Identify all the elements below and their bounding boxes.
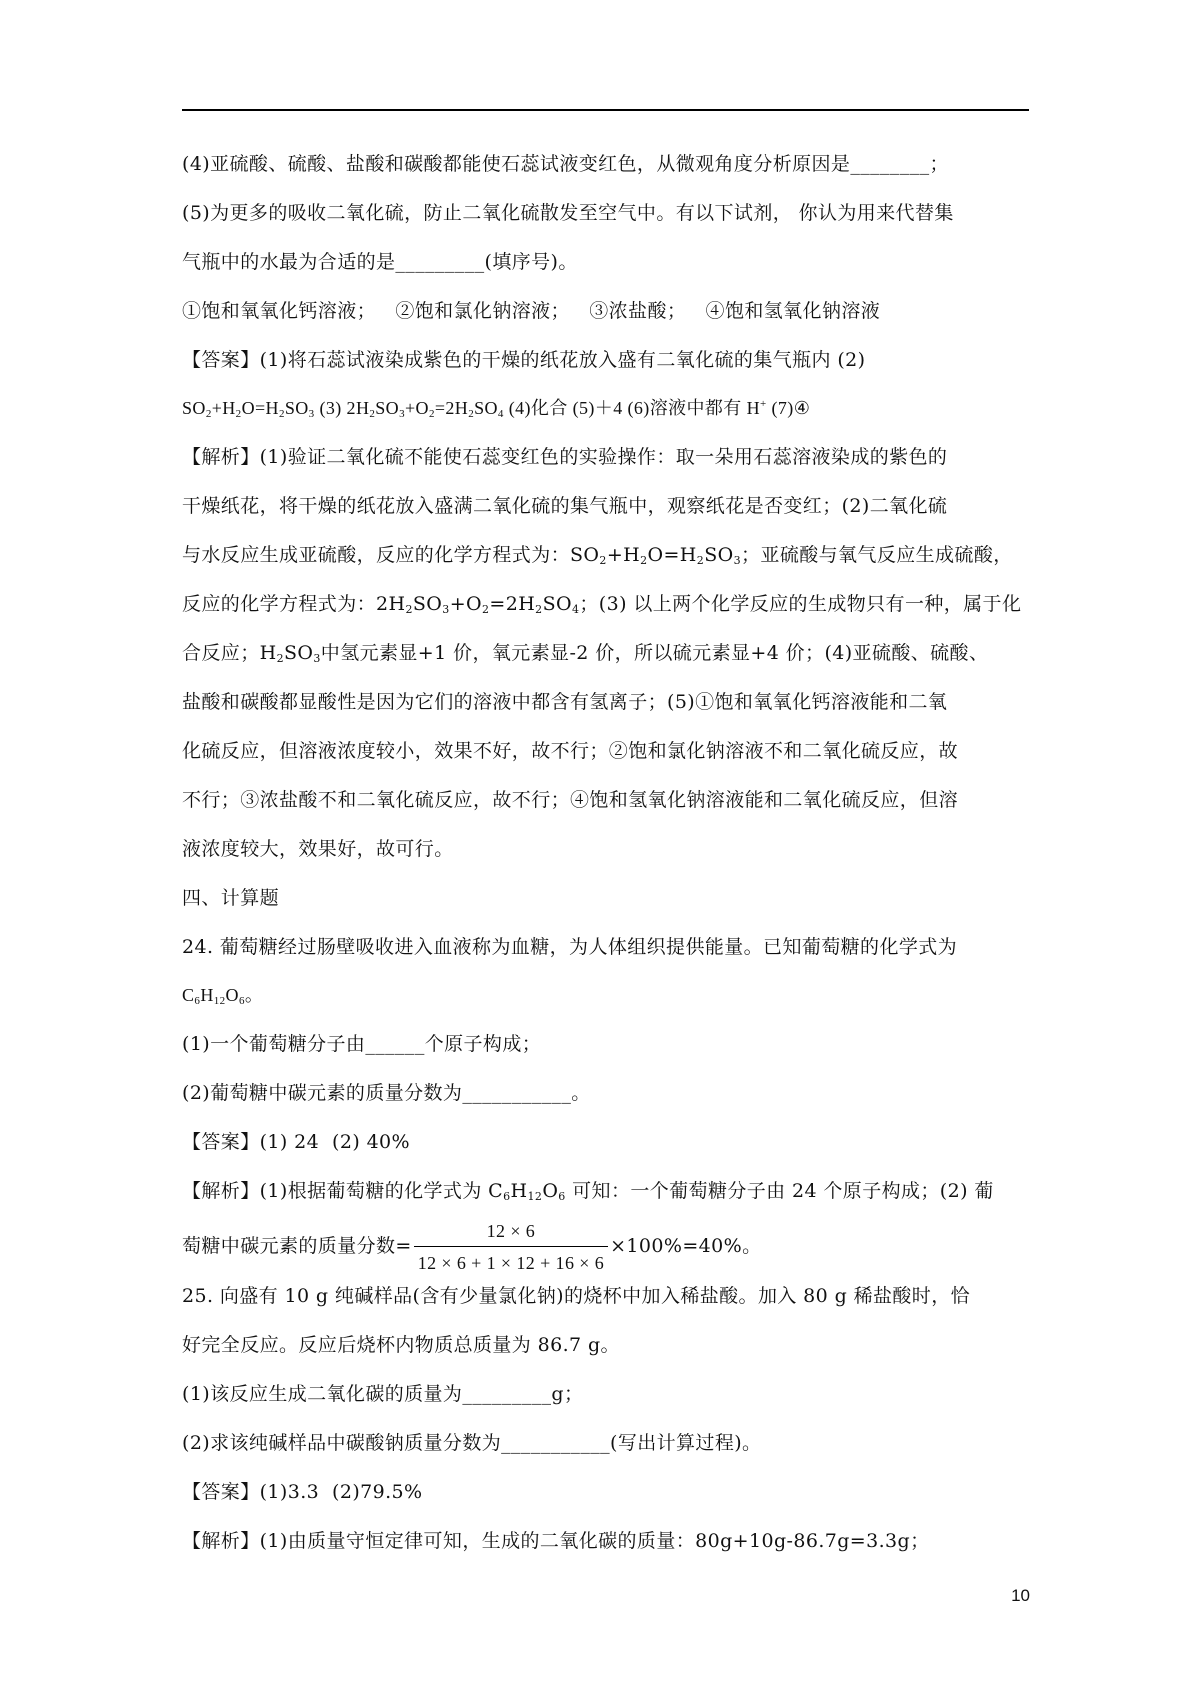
analysis-25: 【解析】(1)由质量守恒定律可知，生成的二氧化碳的质量：80g+10g-86.7g=3.3g；	[182, 1530, 930, 1552]
question-24-formula: $C_6H_{12}O_6$。	[182, 985, 264, 1007]
analysis-23-line-6: 盐酸和碳酸都显酸性是因为它们的溶液中都含有氢离子；(5)①饱和氧氧化钙溶液能和二氧	[182, 691, 948, 713]
analysis-23-line-3: 与水反应生成亚硫酸，反应的化学方程式为：$SO_2+H_2O=H_2SO_3$；亚硫酸与氧气反应生成硫酸，	[182, 544, 1013, 567]
analysis-label: 【解析】	[182, 446, 260, 468]
fraction-numerator: 12 × 6	[414, 1218, 608, 1247]
analysis-23-line-8: 不行；③浓盐酸不和二氧化硫反应，故不行；④饱和氢氧化钠溶液能和二氧化硫反应，但溶	[182, 789, 959, 811]
question-24-part-1: (1)一个葡萄糖分子由______个原子构成；	[182, 1033, 542, 1055]
question-24-part-2: (2)葡萄糖中碳元素的质量分数为___________。	[182, 1082, 591, 1104]
question-25-part-2: (2)求该纯碱样品中碳酸钠质量分数为___________(写出计算过程)。	[182, 1432, 762, 1454]
answer-24: 【答案】(1) 24 (2) 40%	[182, 1131, 411, 1153]
question-25-part-1: (1)该反应生成二氧化碳的质量为_________g；	[182, 1383, 584, 1405]
analysis-23-line-1: 【解析】(1)验证二氧化硫不能使石蕊变红色的实验操作：取一朵用石蕊溶液染成的紫色的	[182, 446, 948, 468]
header-rule	[182, 109, 1029, 111]
answer-23-line-2: $SO_2+H_2O=H_2SO_3$ (3) $2H_2SO_3+O_2=2H_2SO_4$ (4)化合 (5)＋4 (6)溶液中都有 H+ (7)④	[182, 398, 811, 420]
answer-label: 【答案】	[182, 349, 260, 371]
analysis-label: 【解析】	[182, 1530, 260, 1552]
question-4: (4)亚硫酸、硫酸、盐酸和碳酸都能使石蕊试液变红色，从微观角度分析原因是________；	[182, 153, 949, 175]
answer-label: 【答案】	[182, 1481, 260, 1503]
analysis-23-line-4: 反应的化学方程式为：$2H_2SO_3+O_2=2H_2SO_4$；(3) 以上两个化学反应的生成物只有一种，属于化	[182, 593, 1022, 616]
question-25-line-1: 25. 向盛有 10 g 纯碱样品(含有少量氯化钠)的烧杯中加入稀盐酸。加入 80 g 稀盐酸时，恰	[182, 1285, 970, 1307]
analysis-23-line-7: 化硫反应，但溶液浓度较小，效果不好，故不行；②饱和氯化钠溶液不和二氧化硫反应，故	[182, 740, 959, 762]
question-5-line-2: 气瓶中的水最为合适的是_________(填序号)。	[182, 251, 578, 273]
question-5-line-1: (5)为更多的吸收二氧化硫，防止二氧化硫散发至空气中。有以下试剂， 你认为用来代替集	[182, 202, 954, 224]
question-24-line-1: 24. 葡萄糖经过肠壁吸收进入血液称为血糖，为人体组织提供能量。已知葡萄糖的化学式为	[182, 936, 958, 958]
page-number: 10	[1011, 1586, 1030, 1605]
analysis-23-line-9: 液浓度较大，效果好，故可行。	[182, 838, 454, 860]
analysis-label: 【解析】	[182, 1180, 260, 1202]
analysis-23-line-2: 干燥纸花，将干燥的纸花放入盛满二氧化硫的集气瓶中，观察纸花是否变红；(2)二氧化硫	[182, 495, 948, 517]
answer-23-line-1: 【答案】(1)将石蕊试液染成紫色的干燥的纸花放入盛有二氧化硫的集气瓶内 (2)	[182, 349, 866, 371]
analysis-23-line-5: 合反应；$H_2SO_3$中氢元素显+1 价，氧元素显-2 价，所以硫元素显+4 价；(4)亚硫酸、硫酸、	[182, 642, 989, 665]
fraction-denominator: 12 × 6 + 1 × 12 + 16 × 6	[417, 1253, 605, 1273]
question-25-line-2: 好完全反应。反应后烧杯内物质总质量为 86.7 g。	[182, 1334, 620, 1356]
mass-fraction-formula	[414, 1218, 608, 1276]
question-5-options: ①饱和氧氧化钙溶液； ②饱和氯化钠溶液； ③浓盐酸； ④饱和氢氧化钠溶液	[182, 300, 881, 322]
answer-25: 【答案】(1)3.3 (2)79.5%	[182, 1481, 423, 1503]
analysis-24-line-1: 【解析】(1)根据葡萄糖的化学式为 $C_6H_{12}O_6$ 可知：一个葡萄糖分子由 24 个原子构成；(2) 葡	[182, 1180, 994, 1203]
analysis-24-line-2: 萄糖中碳元素的质量分数= $\frac{12 \times 6}{12 \times 6 + 1 \times 12 + 16 \times 6}$ ×100%=40%。	[182, 1218, 761, 1276]
section-heading: 四、计算题	[182, 887, 280, 909]
answer-label: 【答案】	[182, 1131, 260, 1153]
